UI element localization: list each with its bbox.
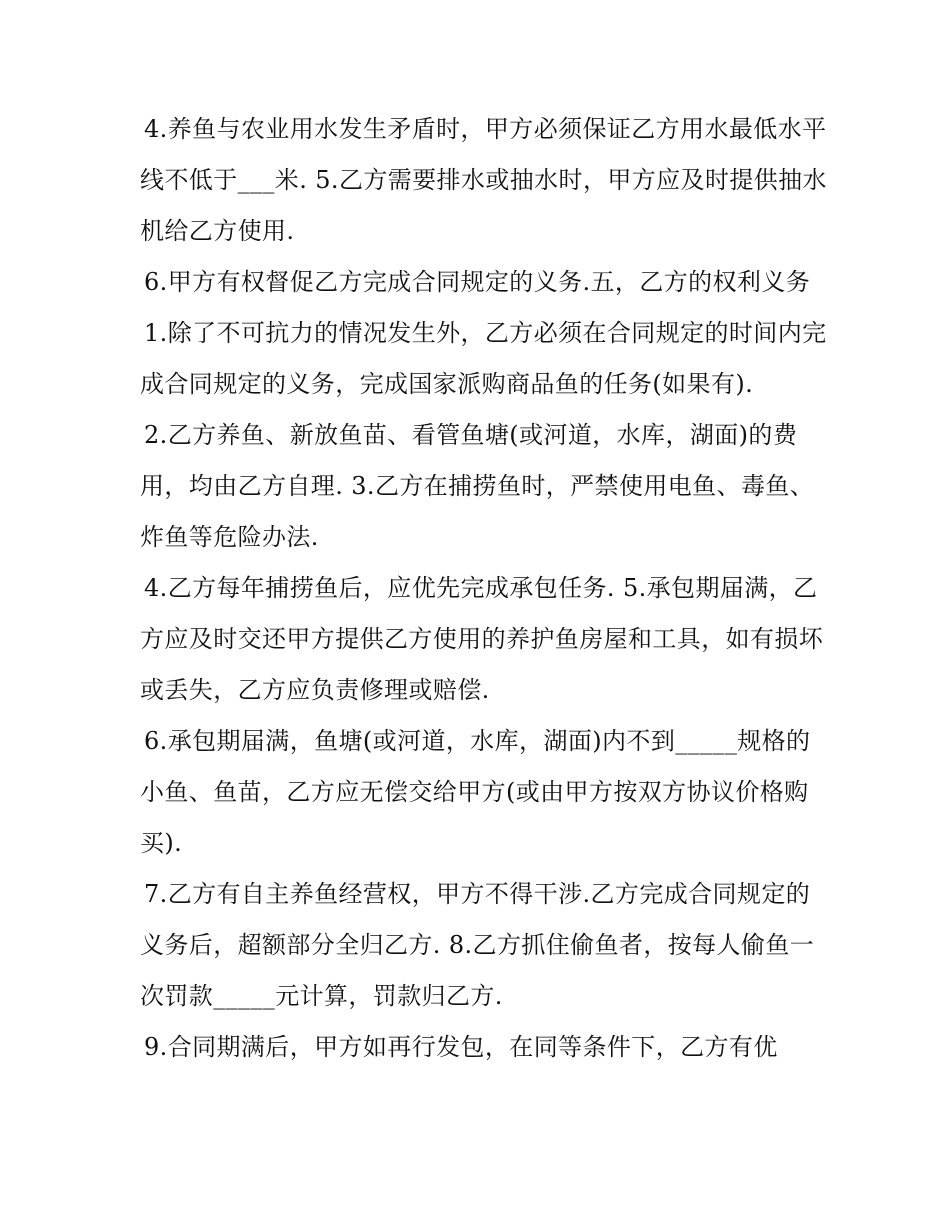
paragraph-clause-4-5: 4.养鱼与农业用水发生矛盾时，甲方必须保证乙方用水最低水平线不低于___米. 5.乙方需要排水或抽水时，甲方应及时提供抽水机给乙方使用. — [140, 115, 827, 245]
document-body — [140, 104, 830, 1073]
paragraph-clause-6-b: 6.承包期届满，鱼塘(或河道，水库，湖面)内不到_____规格的小鱼、鱼苗，乙方应无偿交给甲方(或由甲方按双方协议价格购买). — [140, 727, 811, 857]
paragraph-clause-1: 1.除了不可抗力的情况发生外，乙方必须在合同规定的时间内完成合同规定的义务，完成国家派购商品鱼的任务(如果有). — [140, 319, 827, 398]
paragraph-clause-2-3: 2.乙方养鱼、新放鱼苗、看管鱼塘(或河道，水库，湖面)的费用，均由乙方自理. 3.乙方在捕捞鱼时，严禁使用电鱼、毒鱼、炸鱼等危险办法. — [140, 421, 815, 551]
paragraph-clause-6-section-5: 6.甲方有权督促乙方完成合同规定的义务.五，乙方的权利义务 — [144, 268, 811, 296]
paragraph-clause-4-5-b: 4.乙方每年捕捞鱼后，应优先完成承包任务. 5.承包期届满，乙方应及时交还甲方提供乙方使用的养护鱼房屋和工具，如有损坏或丢失，乙方应负责修理或赔偿. — [140, 574, 824, 704]
paragraph-clause-7-8: 7.乙方有自主养鱼经营权，甲方不得干涉.乙方完成合同规定的义务后，超额部分全归乙方. 8.乙方抓住偷鱼者，按每人偷鱼一次罚款_____元计算，罚款归乙方. — [140, 880, 815, 1010]
paragraph-clause-9: 9.合同期满后，甲方如再行发包，在同等条件下，乙方有优 — [144, 1033, 778, 1061]
